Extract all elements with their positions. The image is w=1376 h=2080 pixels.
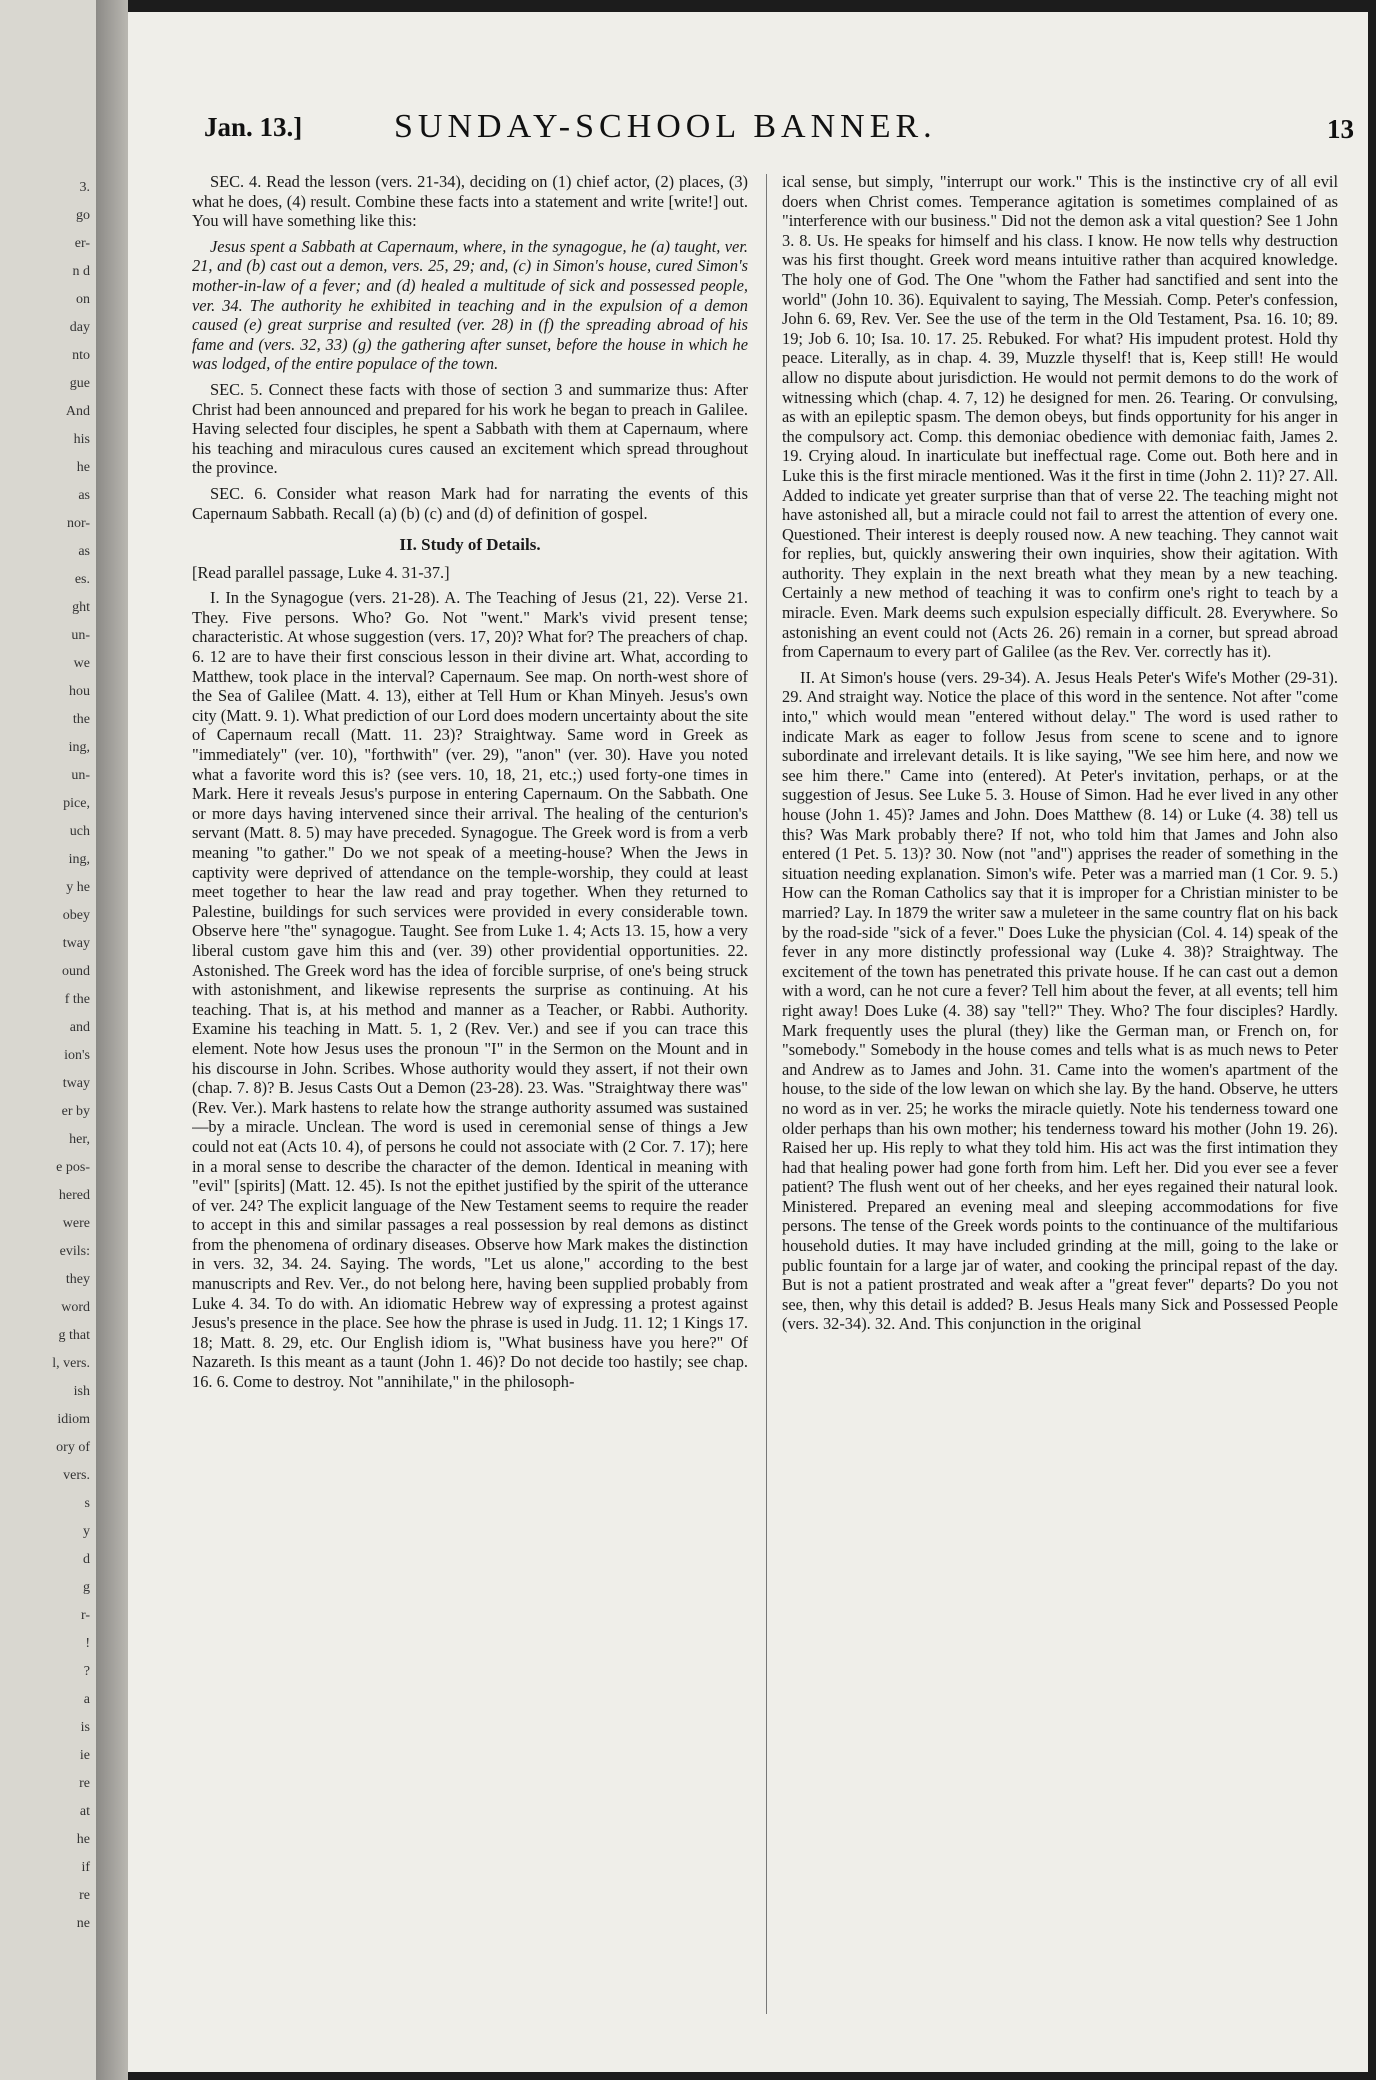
- read-parallel-note: [Read parallel passage, Luke 4. 31-37.]: [192, 562, 450, 582]
- issue-date: Jan. 13.]: [204, 112, 303, 142]
- previous-page-fragment: f the: [64, 992, 90, 1007]
- previous-page-fragment: go: [76, 208, 90, 223]
- right-column: [782, 172, 1338, 2022]
- previous-page-fragment: !: [85, 1636, 90, 1651]
- previous-page-fragment: re: [79, 1776, 90, 1791]
- simons-house-commentary: II. At Simon's house (vers. 29-34). A. Jesus Heals Peter's Wife's Mother (29-31). 29. And straight way. Notice the place of this word in the sentence. Not after "come into," which would mean "entered without delay." The word is used rather to indicate Mark as eager to follow Jesus from scene to scene and to ignore subordinate and irrelevant details. It is like saying, "We see him here, and now we see him there." Came into (entered). At Peter's invitation, perhaps, or at the suggestion of Jesus. See Luke 5. 3. House of Simon. Had he ever lived in any other house (John 1. 45)? James and John. Does Matthew (8. 14) or Luke (4. 38) tell us this? Was Mark probably there? If not, who told him that James and John also entered (1 Pet. 5. 13)? 30. Now (not "and") apprises the reader of something in the situation needing explanation. Simon's wife. Peter was a married man (1 Cor. 9. 5.) How can the Roman Catholics say that it is improper for a Christian minister to be married? Lay. In 1879 the writer saw a muleteer in the same country flat on his back by the road-side "sick of a fever." Does Luke the physician (Col. 4. 14) speak of the fever in any more distinctly professional way (Luke 4. 38)? Straightway. The excitement of the town has penetrated this private house. If he can cast out a demon with a word, can he not cure a fever? Tell him about the fever, at all events; tell him right away! Does Luke (4. 38) say "tell?" They. Who? The four disciples? Hardly. Mark frequently uses the plural (they) like the German man, or French on, for "somebody." Somebody in the house comes and tells what is as much news to Peter and Andrew as to James and John. 31. Came into the women's apartment of the house, to the side of the low lewan on which she lay. By the hand. Observe, he utters no word as in ver. 25; he works the miracle quietly. Note his tenderness toward one older perhaps than his own mother; his tenderness toward his mother (John 19. 26). Raised her up. His reply to what they told him. His act was the first intimation they had that healing power had gone forth from him. Left her. Did you ever see a fever patient? The flush went out of her cheeks, and her eyes regained their natural look. Ministered. Prepared an evening meal and sleeping accommodations for five persons. The tense of the Greek words points to the continuance of the multifarious household duties. It may have included grinding at the mill, going to the lake or public fountain for a large jar of water, and cooking the principal repast of the day. But is not a patient prostrated and weak after a "great fever" departs? Do you not see, then, why this detail is added? B. Jesus Heals many Sick and Possessed People (vers. 32-34). 32. And. This conjunction in the original: [782, 667, 1338, 1334]
- column-rule: [766, 174, 767, 2014]
- previous-page-fragment: were: [62, 1216, 90, 1231]
- previous-page-fragment: y: [83, 1524, 90, 1539]
- previous-page-fragment: pice,: [63, 796, 90, 811]
- previous-page-fragment: un-: [71, 628, 90, 643]
- previous-page-fragment: word: [61, 1300, 90, 1315]
- previous-page-fragment: evils:: [59, 1244, 90, 1259]
- previous-page-fragment: as: [78, 488, 90, 503]
- previous-page-fragment: ne: [76, 1916, 90, 1931]
- previous-page-fragment: ie: [79, 1748, 90, 1763]
- previous-page-fragment: And: [65, 404, 90, 419]
- previous-page-fragment: l, vers.: [52, 1356, 90, 1371]
- page-gutter-shadow: [96, 0, 128, 2080]
- previous-page-fragment: er-: [74, 236, 90, 251]
- previous-page-fragment: y he: [66, 880, 90, 895]
- newspaper-page: [128, 12, 1368, 2072]
- previous-page-fragment: re: [79, 1888, 90, 1903]
- previous-page-fragment: r-: [80, 1608, 90, 1623]
- section-4-summary-italic: Jesus spent a Sabbath at Capernaum, where, in the synagogue, he (a) taught, ver. 21, and (b) cast out a demon, vers. 25, 29; and, (c) in Simon's house, cured Simon's mother-in-law of a fever; and (d) healed a multitude of sick and possessed people, ver. 34. The authority he exhibited in teaching and in the expulsion of a demon caused (e) great surprise and resulted (ver. 28) in (f) the spreading abroad of his fame and (vers. 32, 33) (g) the gathering after sunset, before the house in which he was lodged, of the entire populace of the town.: [192, 236, 748, 374]
- previous-page-fragment: g: [83, 1580, 90, 1595]
- previous-page-fragment: and: [69, 1020, 90, 1035]
- section-5-paragraph: SEC. 5. Connect these facts with those of section 3 and summarize thus: After Christ had been announced and prepared for his work he began to preach in Galilee. Having selected four disciples, he spent a Sabbath with them at Capernaum, where his teaching and miraculous cures caused an excitement which spread throughout the province.: [192, 379, 748, 478]
- previous-page-fragment: ound: [62, 964, 90, 979]
- demon-commentary-continued: ical sense, but simply, "interrupt our work." This is the instinctive cry of all evil doers when Christ comes. Temperance agitation is sometimes complained of as "interference with our business." Did not the demon ask a vital question? See 1 John 3. 8. Us. He speaks for himself and his class. I know. He now tells why destruction was his first thought. Greek word means intuitive rather than acquired knowledge. The holy one of God. The One "whom the Father had sanctified and sent into the world" (John 10. 36). Equivalent to saying, The Messiah. Comp. Peter's confession, John 6. 69, Rev. Ver. See the use of the term in the Old Testament, Psa. 16. 10; 89. 19; Job 6. 10; Isa. 10. 17. 25. Rebuked. For what? His impudent protest. Hold thy peace. Literally, as in chap. 4. 39, Muzzle thyself! that is, Keep still! He would allow no dispute about jurisdiction. He would not permit demons to do the work of witnessing which (chap. 4. 7, 12) he designed for men. 26. Tearing. Or convulsing, as with an epileptic spasm. The demon obeys, but finds opportunity for his anger in the compulsory act. Comp. this demoniac obedience with demoniac faith, James 2. 19. Crying aloud. In inarticulate but ineffectual rage. Come out. Both here and in Luke this is the first miracle mentioned. Was it the first in time (John 2. 11)? 27. All. Added to indicate yet greater surprise than that of verse 22. The teaching might not have astonished all, but a miracle could not fail to arrest the attention of every one. Questioned. Their interest is deeply roused now. A new teaching. They cannot wait for replies, but, quickly answering their own inquiries, show their agitation. With authority. They explain in the next breath what they mean by a new teaching. Certainly a new method of teaching it was to confirm one's right to teach by a miracle. Even. Mark deems such expulsion especially difficult. 28. Everywhere. So astonishing an event could not (Acts 26. 26) remain in a corner, but spread abroad from Capernaum to every part of Galilee (as the Rev. Ver. correctly has it).: [782, 172, 1338, 662]
- previous-page-fragment: idiom: [57, 1412, 90, 1427]
- previous-page-fragment: vers.: [63, 1468, 90, 1483]
- previous-page-fragment: her,: [69, 1132, 90, 1147]
- previous-page-fragment: ion's: [64, 1048, 90, 1063]
- previous-page-fragment: un-: [71, 768, 90, 783]
- page-number: 13: [1327, 114, 1354, 144]
- previous-page-fragment: day: [69, 320, 90, 335]
- previous-page-fragment: his: [73, 432, 90, 447]
- previous-page-fragment: hered: [58, 1188, 90, 1203]
- previous-page-fragment: as: [78, 544, 90, 559]
- previous-page-fragment: g that: [58, 1328, 90, 1343]
- previous-page-fragment: tway: [62, 1076, 90, 1091]
- previous-page-fragment: they: [65, 1272, 90, 1287]
- previous-page-fragment: nor-: [66, 516, 90, 531]
- previous-page-fragment: ght: [72, 600, 90, 615]
- previous-page-fragment: d: [83, 1552, 90, 1567]
- previous-page-strip: [0, 0, 96, 2080]
- section-6-paragraph: SEC. 6. Consider what reason Mark had for narrating the events of this Capernaum Sabbath. Recall (a) (b) (c) and (d) of definition of gospel.: [192, 483, 748, 523]
- previous-page-fragment: ing,: [68, 740, 90, 755]
- previous-page-fragment: n d: [72, 264, 90, 279]
- previous-page-fragment: es.: [74, 572, 90, 587]
- previous-page-fragment: tway: [62, 936, 90, 951]
- previous-page-fragment: ?: [83, 1664, 90, 1679]
- previous-page-fragment: 3.: [79, 180, 90, 195]
- previous-page-fragment: uch: [69, 824, 90, 839]
- previous-page-fragment: hou: [69, 684, 90, 699]
- masthead-title: SUNDAY-SCHOOL BANNER.: [394, 108, 937, 145]
- previous-page-fragment: at: [79, 1804, 90, 1819]
- previous-page-fragment: ory of: [56, 1440, 90, 1455]
- previous-page-fragment: he: [76, 460, 90, 475]
- previous-page-fragment: we: [73, 656, 90, 671]
- previous-page-fragment: nto: [72, 348, 90, 363]
- previous-page-fragment: is: [80, 1720, 90, 1735]
- previous-page-fragment: the: [72, 712, 90, 727]
- previous-page-fragment: he: [76, 1832, 90, 1847]
- left-column: [192, 172, 748, 2022]
- previous-page-fragment: ish: [73, 1384, 90, 1399]
- previous-page-fragment: s: [84, 1496, 90, 1511]
- previous-page-fragment: gue: [69, 376, 90, 391]
- study-of-details-heading: II. Study of Details.: [399, 535, 541, 555]
- previous-page-fragment: on: [76, 292, 90, 307]
- previous-page-fragment: ing,: [68, 852, 90, 867]
- section-4-paragraph: SEC. 4. Read the lesson (vers. 21-34), deciding on (1) chief actor, (2) places, (3) what he does, (4) result. Combine these facts into a statement and write [write!] out. You will have something like this:: [192, 172, 748, 231]
- previous-page-fragment: er by: [61, 1104, 90, 1119]
- previous-page-fragment: if: [81, 1860, 90, 1875]
- previous-page-fragment: e pos-: [56, 1160, 90, 1175]
- synagogue-commentary: I. In the Synagogue (vers. 21-28). A. The Teaching of Jesus (21, 22). Verse 21. They. Five persons. Who? Go. Not "went." Mark's vivid present tense; characteristic. At whose suggestion (vers. 17, 20)? What for? The preachers of chap. 6. 12 are to have their first conscious lesson in their divine art. What, according to Matthew, took place in the interval? Capernaum. See map. On north-west shore of the Sea of Galilee (Matt. 4. 13), either at Tell Hum or Khan Minyeh. Jesus's own city (Matt. 9. 1). What prediction of our Lord does modern uncertainty about the site of Capernaum recall (Matt. 11. 23)? Straightway. Same word in Greek as "immediately" (ver. 10), "forthwith" (ver. 29), "anon" (ver. 30). Have you noted what a favorite word this is? (see vers. 10, 18, 21, etc.;) used forty-one times in Mark. Here it reveals Jesus's purpose in entering Capernaum. On the Sabbath. One or more days having intervened since their arrival. The healing of the centurion's servant (Matt. 8. 5) may have preceded. Synagogue. The Greek word is from a verb meaning "to gather." Do we not speak of a meeting-house? When the Jews in captivity were deprived of attendance on the temple-worship, they could at least meet together to hear the law read and pray together. When they returned to Palestine, buildings for such services were provided in every considerable town. Observe here "the" synagogue. Taught. See from Luke 1. 4; Acts 13. 15, how a very liberal custom gave him this and (ver. 39) other providential opportunities. 22. Astonished. The Greek word has the idea of forcible surprise, of one's being struck with astonishment, and likewise represents the surprise as continuing. At his teaching. That is, at his method and manner as a Teacher, or Rabbi. Authority. Examine his teaching in Matt. 5. 1, 2 (Rev. Ver.) and see if you can trace this element. Note how Jesus uses the pronoun "I" in the Sermon on the Mount and in his discourse in John. Scribes. Whose authority would they assert, if not their own (chap. 7. 8)? B. Jesus Casts Out a Demon (23-28). 23. Was. "Straightway there was" (Rev. Ver.). Mark hastens to relate how the strange authority assumed was sustained—by a miracle. Unclean. The word is used in ceremonial sense of things a Jew could not eat (Acts 10. 4), of persons he could not associate with (2 Cor. 7. 17); here in a moral sense to describe the character of the demon. Identical in meaning with "evil" [spirits] (Matt. 12. 45). Is not the epithet justified by the spirit of the utterance of ver. 24? The explicit language of the New Testament seems to require the reader to accept in this and similar passages a real possession by real demons as distinct from the phenomena of ordinary diseases. Observe how Mark makes the distinction in vers. 32, 34. 24. Saying. The words, "Let us alone," according to the best manuscripts and Rev. Ver., do not belong here, having been supplied probably from Luke 4. 34. To do with. An idiomatic Hebrew way of expressing a protest against Jesus's presence in the place. See how the phrase is used in Judg. 11. 12; 1 Kings 17. 18; Matt. 8. 29, etc. Our English idiom is, "What business have you here?" Of Nazareth. Is this meant as a taunt (John 1. 46)? Do not decide too hastily; see chap. 16. 6. Come to destroy. Not "annihilate," in the philosoph-: [192, 588, 748, 1392]
- page-header: [204, 108, 1354, 154]
- previous-page-fragment: obey: [62, 908, 90, 923]
- previous-page-fragment: a: [83, 1692, 90, 1707]
